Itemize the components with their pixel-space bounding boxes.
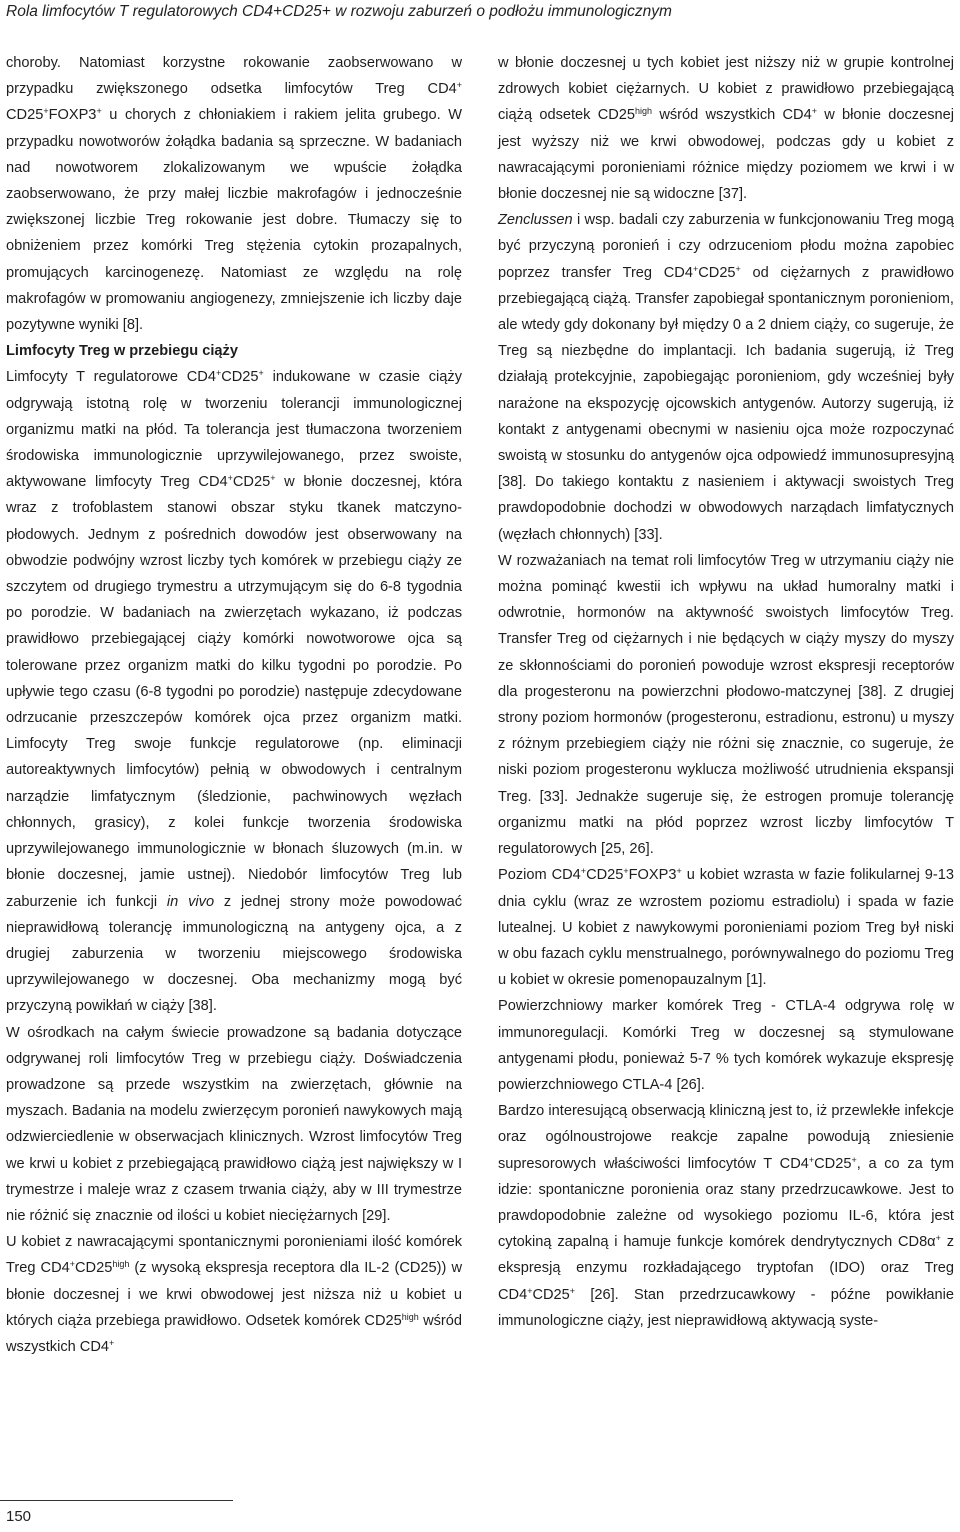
paragraph: Powierzchniowy marker komórek Treg - CTLA-4 odgrywa rolę w immunoregulacji. Komórki Treg w doczesnej są stymulowane antygenami płodu, ponieważ 5-7 % tych komórek wykazuje ekspresję powierzchniowego CTLA-4 [26].	[498, 998, 954, 1093]
page-number: 150	[6, 1508, 32, 1525]
paragraph: w błonie doczesnej u tych kobiet jest niższy niż w grupie kontrolnej zdrowych kobiet ciężarnych. U kobiet z prawidłowo przebiegającą ciążą odsetek $CD25^{high}$ wśród wszystkich CD4+ w błonie doczesnej jest wyższy niż we krwi obwodowej, podczas gdy u kobiet z nawracającymi poronieniami różnice między poziomem we krwi i w błonie doczesnej nie są widoczne [37].	[498, 55, 954, 203]
paragraph: U kobiet z nawracającymi spontanicznymi poronieniami ilość komórek Treg $CD4^+CD25^{high}$ (z wysoką ekspresja receptora dla IL-2 (CD25)) w błonie doczesnej i we krwi obwodowej jest niższa niż u kobiet u których ciąża przebiega prawidłowo. Odsetek komórek $CD25^{high}$ wśród wszystkich CD4+	[6, 1234, 463, 1355]
section-heading: Limfocyty Treg w przebiegu ciąży	[6, 343, 238, 360]
paragraph: Bardzo interesującą obserwacją kliniczną jest to, iż przewlekłe infekcje oraz ogólnoustrojowe reakcje zapalne powodują zniesienie supresorowych właściwości limfocytów T CD4+CD25+, a co za tym idzie: spontaniczne poronienia oraz stany przedrzucawkowe. Jest to prawdopodobnie zależne od wysokiego poziomu IL-6, która jest cytokiną zapalną i hamuje funkcje komórek dendrytycznych CD8α+ z ekspresją enzymu rozkładającego tryptofan (IDO) oraz Treg CD4+CD25+ [26]. Stan przedrzucawkowy - późne powikłanie immunologiczne ciąży, jest nieprawidłową aktywacją syste-	[498, 1103, 954, 1329]
paragraph: W ośrodkach na całym świecie prowadzone są badania dotyczące odgrywanej roli limfocytów Treg w przebiegu ciąży. Doświadczenia prowadzone są przede wszystkim na zwierzętach, głównie na myszach. Badania na modelu zwierzęcym poronień nawykowych mają odzwierciedlenie w obserwacjach klinicznych. Wzrost limfocytów Treg we krwi u kobiet z przebiegającą prawidłowo ciążą jest największy w I trymestrze i maleje wraz z czasem trwania ciąży, aby w III trymestrze nie różnić się znacznie od ilości u kobiet nieciężarnych [29].	[6, 1024, 462, 1224]
left-column	[6, 50, 462, 1360]
paragraph: choroby. Natomiast korzystne rokowanie zaobserwowano w przypadku zwiększonego odsetka limfocytów Treg CD4+ CD25+FOXP3+ u chorych z chłoniakiem i rakiem jelita grubego. W przypadku nowotworów żołądka badania są sprzeczne. W badaniach nad nowotworem zlokalizowanym we wpuście żołądka zaobserwowano, że przy małej liczbie makrofagów i jednocześnie zwiększonej liczbie Treg rokowanie jest dobre. Tłumaczy się to obniżeniem przez komórki Treg stężenia cytokin prozapalnych, promujących karcinogenezę. Natomiast ze względu na rolę makrofagów w promowaniu angiogenezy, zmniejszenie ich liczby daje pozytywne wyniki [8].	[6, 55, 462, 334]
paragraph: Zenclussen i wsp. badali czy zaburzenia w funkcjonowaniu Treg mogą być przyczyną poronień i czy odrzuceniom płodu można zapobiec poprzez transfer Treg CD4+CD25+ od ciężarnych z prawidłowo przebiegającą ciążą. Transfer zapobiegał spontanicznym poronieniom, ale wtedy gdy dokonany był między 0 a 2 dniem ciąży, co sugeruje, że Treg są niezbędne do implantacji. Ich badania sugerują, iż Treg działają protekcyjnie, zapobiegając poronieniom, gdy wcześniej były narażone na ekspozycję ojcowskich antygenów. Autorzy sugerują, iż kontakt z antygenami obecnymi w nasieniu ojca może rozpoczynać swoistą w stosunku do antygenów ojca odpowiedź immunosupresyjną [38]. Do takiego kontaktu z nasieniem i aktywacji swoistych Treg prawdopodobnie dochodzi w obwodowych narządach limfatycznych (węzłach chłonnych) [33].	[498, 212, 954, 543]
running-header: Rola limfocytów T regulatorowych CD4+CD25+ w rozwoju zaburzeń o podłożu immunologicznym	[6, 3, 672, 20]
paragraph: Limfocyty T regulatorowe CD4+CD25+ indukowane w czasie ciąży odgrywają istotną rolę w tworzeniu tolerancji immunologicznej organizmu matki na płód. Ta tolerancja jest tłumaczona tworzeniem środowiska immunologicznie uprzywilejowanego, przez swoiste, aktywowane limfocyty Treg CD4+CD25+ w błonie doczesnej, która wraz z trofoblastem stanowi obszar styku tkanek matczyno-płodowych. Jednym z pośrednich dowodów jest obserwowany na obwodzie podwójny wzrost liczby tych komórek w przebiegu ciąży ze szczytem od drugiego trymestru a utrzymującym się do 6-8 tygodnia po porodzie. W badaniach na zwierzętach wykazano, iż podczas prawidłowo przebiegającej ciąży komórki nowotworowe ojca są tolerowane przez organizm matki do kilku tygodni po porodzie. Po upływie tego czasu (6-8 tygodni po porodzie) następuje zdecydowane odrzucanie przeszczepów komórek ojca przez organizm matki. Limfocyty Treg swoje funkcje regulatorowe (np. eliminacji autoreaktywnych limfocytów) pełnią w obwodowych i centralnym narządzie limfatycznym (śledzionie, pachwinowych węzłach chłonnych, grasicy), z kolei funkcje tworzenia środowiska uprzywilejowanego immunologicznie w błonach śluzowych (m.in. w błonie doczesnej, jamie ustnej). Niedobór limfocytów Treg lub zaburzenie ich funkcji in vivo z jednej strony może powodować nieprawidłową tolerancję immunologiczną na antygeny ojca, a z drugiej zaburzenia w tworzeniu miejscowego środowiska uprzywilejowanego w doczesnej. Oba mechanizmy mogą być przyczyną powikłań w ciąży [38].	[6, 368, 462, 1015]
paragraph: W rozważaniach na temat roli limfocytów Treg w utrzymaniu ciąży nie można pominąć kwestii ich wpływu na układ humoralny matki i odwrotnie, hormonów na aktywność swoistych limfocytów Treg. Transfer Treg od ciężarnych i nie będących w ciąży myszy do myszy ze skłonnościami do poronień powoduje wzrost ekspresji receptorów dla progesteronu na powierzchni płodowo-matczynej [38]. Z drugiej strony poziom hormonów (progesteronu, estradionu, estronu) u myszy z różnym przebiegiem ciąży nie różni się znacznie, co sugeruje, że niski poziom progesteronu wyklucza możliwość utrudnienia ekspansji Treg. [33]. Jednakże sugeruje się, że estrogen promuje tolerancję organizmu matki na płód poprzez wzrost liczby limfocytów T regulatorowych [25, 26].	[498, 552, 954, 858]
footer-rule	[0, 1500, 233, 1501]
right-column	[498, 50, 954, 1334]
paragraph: Poziom CD4+CD25+FOXP3+ u kobiet wzrasta w fazie folikularnej 9-13 dnia cyklu (wraz ze wzrostem poziomu estradiolu) i spada w fazie lutealnej. U kobiet z nawykowymi poronieniami poziom Treg był niski w obu fazach cyklu menstrualnego, porównywalnego do poziomu Treg u kobiet w okresie pomenopauzalnym [1].	[498, 866, 954, 989]
